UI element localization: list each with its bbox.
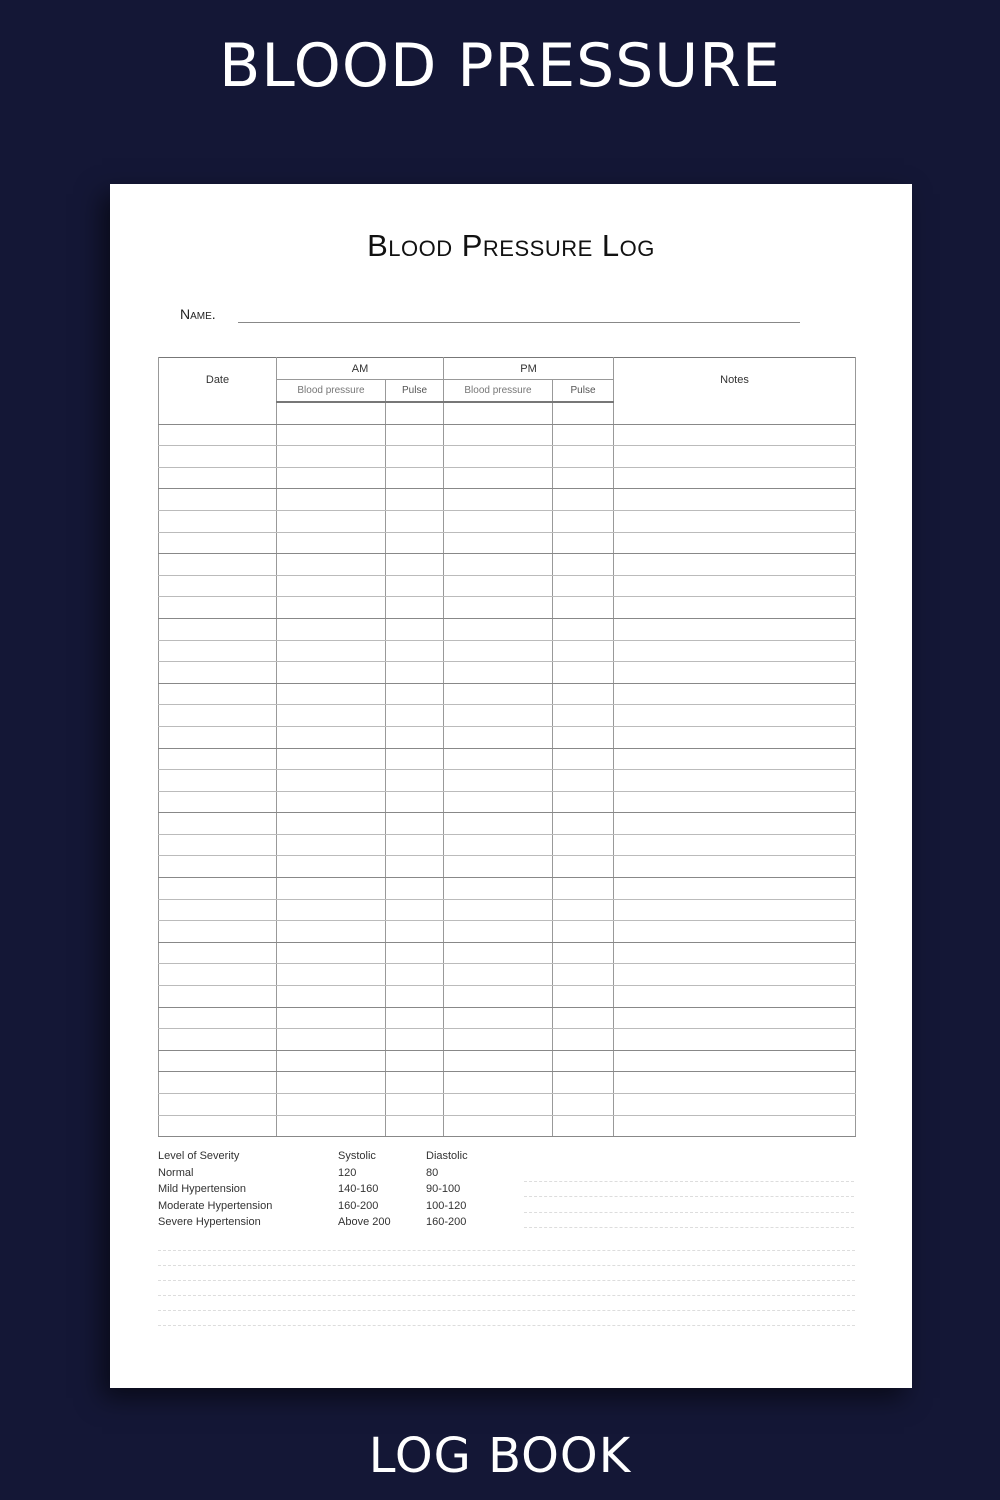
diastolic-value: 160-200 [426, 1216, 467, 1228]
pm-blood-pressure-cell[interactable] [444, 791, 553, 813]
pm-blood-pressure-cell[interactable] [444, 813, 553, 835]
bottom-dotted-lines [158, 1236, 855, 1326]
notes-cell[interactable] [614, 510, 856, 532]
am-blood-pressure-cell[interactable] [277, 791, 386, 813]
notes-cell[interactable] [614, 1007, 856, 1029]
notes-cell[interactable] [614, 640, 856, 662]
pm-blood-pressure-cell[interactable] [444, 1007, 553, 1029]
am-pulse-cell[interactable] [386, 510, 444, 532]
date-cell[interactable] [159, 878, 277, 900]
cover-title: BLOOD PRESSURE [219, 31, 781, 101]
am-blood-pressure-cell[interactable] [277, 1029, 386, 1051]
log-row [159, 834, 856, 856]
log-row [159, 726, 856, 748]
log-row [159, 1007, 856, 1029]
am-blood-pressure-cell[interactable] [277, 402, 386, 424]
am-blood-pressure-cell[interactable] [277, 748, 386, 770]
am-pulse-cell[interactable] [386, 1029, 444, 1051]
date-cell[interactable] [159, 705, 277, 727]
pm-blood-pressure-cell[interactable] [444, 683, 553, 705]
dotted-line [158, 1251, 855, 1266]
notes-cell[interactable] [614, 1029, 856, 1051]
dotted-line [524, 1182, 854, 1198]
date-cell[interactable] [159, 899, 277, 921]
severity-level: Normal [158, 1166, 194, 1179]
am-pulse-cell[interactable] [386, 618, 444, 640]
pm-pulse-cell[interactable] [553, 791, 614, 813]
am-pulse-cell[interactable] [386, 834, 444, 856]
pm-pulse-cell[interactable] [553, 834, 614, 856]
am-pulse-cell[interactable] [386, 942, 444, 964]
log-row [159, 554, 856, 576]
date-cell[interactable] [159, 834, 277, 856]
severity-level: Moderate Hypertension [158, 1199, 273, 1212]
notes-header: Notes [614, 358, 856, 403]
notes-cell[interactable] [614, 1115, 856, 1137]
systolic-header: Systolic [338, 1150, 376, 1162]
am-header: AM [277, 358, 444, 380]
am-blood-pressure-cell[interactable] [277, 424, 386, 446]
pm-blood-pressure-cell[interactable] [444, 640, 553, 662]
date-cell[interactable] [159, 532, 277, 554]
am-pulse-cell[interactable] [386, 597, 444, 619]
notes-cell[interactable] [614, 424, 856, 446]
date-cell[interactable] [159, 748, 277, 770]
date-cell[interactable] [159, 856, 277, 878]
am-blood-pressure-cell[interactable] [277, 856, 386, 878]
date-cell[interactable] [159, 1050, 277, 1072]
am-pulse-cell[interactable] [386, 467, 444, 489]
date-cell[interactable] [159, 554, 277, 576]
am-blood-pressure-cell[interactable] [277, 878, 386, 900]
am-blood-pressure-cell[interactable] [277, 813, 386, 835]
am-pulse-cell[interactable] [386, 446, 444, 468]
am-blood-pressure-header: Blood pressure [277, 380, 386, 403]
dotted-line [158, 1296, 855, 1311]
log-row [159, 640, 856, 662]
am-pulse-cell[interactable] [386, 726, 444, 748]
date-cell[interactable] [159, 683, 277, 705]
pm-blood-pressure-cell[interactable] [444, 446, 553, 468]
log-table [158, 357, 856, 1137]
pm-blood-pressure-cell[interactable] [444, 834, 553, 856]
am-pulse-cell[interactable] [386, 899, 444, 921]
am-blood-pressure-cell[interactable] [277, 986, 386, 1008]
date-cell[interactable] [159, 791, 277, 813]
pm-pulse-cell[interactable] [553, 1115, 614, 1137]
pm-pulse-cell[interactable] [553, 424, 614, 446]
pm-pulse-cell[interactable] [553, 575, 614, 597]
pm-pulse-cell[interactable] [553, 532, 614, 554]
systolic-value: Above 200 [338, 1216, 391, 1228]
dotted-line [158, 1311, 855, 1326]
date-cell[interactable] [159, 1007, 277, 1029]
am-pulse-cell[interactable] [386, 878, 444, 900]
pm-blood-pressure-cell[interactable] [444, 575, 553, 597]
log-row [159, 467, 856, 489]
systolic-value: 160-200 [338, 1199, 379, 1212]
log-row [159, 402, 856, 424]
notes-cell[interactable] [614, 597, 856, 619]
notes-cell[interactable] [614, 532, 856, 554]
log-row [159, 705, 856, 727]
am-blood-pressure-cell[interactable] [277, 942, 386, 964]
systolic-value: 120 [338, 1166, 357, 1179]
date-cell[interactable] [159, 813, 277, 835]
notes-cell[interactable] [614, 662, 856, 684]
log-row [159, 446, 856, 468]
am-pulse-cell[interactable] [386, 770, 444, 792]
log-row [159, 532, 856, 554]
pm-pulse-cell[interactable] [553, 942, 614, 964]
log-row [159, 878, 856, 900]
pm-blood-pressure-cell[interactable] [444, 662, 553, 684]
notes-cell[interactable] [614, 1072, 856, 1094]
pm-blood-pressure-cell[interactable] [444, 1072, 553, 1094]
pm-pulse-cell[interactable] [553, 489, 614, 511]
am-blood-pressure-cell[interactable] [277, 640, 386, 662]
date-cell[interactable] [159, 446, 277, 468]
am-pulse-cell[interactable] [386, 662, 444, 684]
date-cell[interactable] [159, 942, 277, 964]
systolic-value: 140-160 [338, 1183, 379, 1195]
pm-blood-pressure-cell[interactable] [444, 1029, 553, 1051]
notes-cell[interactable] [614, 726, 856, 748]
am-blood-pressure-cell[interactable] [277, 1050, 386, 1072]
am-pulse-cell[interactable] [386, 1050, 444, 1072]
pm-pulse-cell[interactable] [553, 770, 614, 792]
date-cell[interactable] [159, 1029, 277, 1051]
am-pulse-cell[interactable] [386, 683, 444, 705]
date-cell[interactable] [159, 726, 277, 748]
am-pulse-cell[interactable] [386, 554, 444, 576]
am-blood-pressure-cell[interactable] [277, 899, 386, 921]
pm-blood-pressure-cell[interactable] [444, 986, 553, 1008]
pm-blood-pressure-cell[interactable] [444, 770, 553, 792]
am-blood-pressure-cell[interactable] [277, 1072, 386, 1094]
log-sheet [110, 184, 912, 1388]
log-row [159, 986, 856, 1008]
am-blood-pressure-cell[interactable] [277, 618, 386, 640]
dotted-line [524, 1166, 854, 1182]
date-cell[interactable] [159, 1094, 277, 1116]
am-pulse-cell[interactable] [386, 856, 444, 878]
log-row [159, 1050, 856, 1072]
notes-cell[interactable] [614, 489, 856, 511]
pm-blood-pressure-cell[interactable] [444, 489, 553, 511]
am-pulse-cell[interactable] [386, 813, 444, 835]
notes-cell[interactable] [614, 446, 856, 468]
pm-pulse-cell[interactable] [553, 1029, 614, 1051]
pm-blood-pressure-cell[interactable] [444, 467, 553, 489]
am-pulse-cell[interactable] [386, 705, 444, 727]
name-field-line[interactable] [238, 322, 800, 323]
diastolic-value: 90-100 [426, 1183, 461, 1195]
date-cell[interactable] [159, 1072, 277, 1094]
pm-pulse-cell[interactable] [553, 402, 614, 424]
pm-pulse-cell[interactable] [553, 748, 614, 770]
pm-blood-pressure-cell[interactable] [444, 1050, 553, 1072]
log-row [159, 964, 856, 986]
pm-pulse-cell[interactable] [553, 986, 614, 1008]
diastolic-value: 100-120 [426, 1199, 467, 1212]
date-cell[interactable] [159, 1115, 277, 1137]
pm-blood-pressure-cell[interactable] [444, 510, 553, 532]
pm-blood-pressure-cell[interactable] [444, 899, 553, 921]
pm-pulse-cell[interactable] [553, 640, 614, 662]
dotted-line [158, 1281, 855, 1296]
pm-pulse-cell[interactable] [553, 921, 614, 943]
dotted-line [158, 1266, 855, 1281]
pm-pulse-cell[interactable] [553, 510, 614, 532]
am-pulse-cell[interactable] [386, 986, 444, 1008]
pm-blood-pressure-cell[interactable] [444, 424, 553, 446]
am-blood-pressure-cell[interactable] [277, 597, 386, 619]
date-cell[interactable] [159, 489, 277, 511]
log-row [159, 597, 856, 619]
am-blood-pressure-cell[interactable] [277, 1115, 386, 1137]
pm-pulse-cell[interactable] [553, 1050, 614, 1072]
log-row [159, 813, 856, 835]
am-pulse-cell[interactable] [386, 1072, 444, 1094]
date-cell[interactable] [159, 964, 277, 986]
pm-pulse-cell[interactable] [553, 683, 614, 705]
am-pulse-cell[interactable] [386, 791, 444, 813]
date-cell[interactable] [159, 510, 277, 532]
pm-pulse-cell[interactable] [553, 597, 614, 619]
date-cell[interactable] [159, 402, 277, 424]
log-row [159, 489, 856, 511]
dotted-line [524, 1213, 854, 1229]
pm-blood-pressure-cell[interactable] [444, 402, 553, 424]
pm-pulse-cell[interactable] [553, 899, 614, 921]
log-row [159, 1029, 856, 1051]
am-blood-pressure-cell[interactable] [277, 489, 386, 511]
pm-pulse-cell[interactable] [553, 554, 614, 576]
log-row [159, 1072, 856, 1094]
pm-blood-pressure-cell[interactable] [444, 618, 553, 640]
notes-cell[interactable] [614, 899, 856, 921]
dotted-line [524, 1197, 854, 1213]
pm-blood-pressure-cell[interactable] [444, 1094, 553, 1116]
pm-pulse-cell[interactable] [553, 1094, 614, 1116]
log-row [159, 748, 856, 770]
am-pulse-cell[interactable] [386, 921, 444, 943]
pm-pulse-cell[interactable] [553, 813, 614, 835]
severity-level: Mild Hypertension [158, 1183, 247, 1195]
am-pulse-cell[interactable] [386, 1115, 444, 1137]
notes-cell[interactable] [614, 834, 856, 856]
notes-cell[interactable] [614, 467, 856, 489]
diastolic-value: 80 [426, 1166, 439, 1179]
pm-pulse-cell[interactable] [553, 726, 614, 748]
log-row [159, 921, 856, 943]
log-row [159, 770, 856, 792]
notes-cell[interactable] [614, 1050, 856, 1072]
am-blood-pressure-cell[interactable] [277, 834, 386, 856]
date-cell[interactable] [159, 618, 277, 640]
log-row [159, 942, 856, 964]
date-cell[interactable] [159, 597, 277, 619]
log-row [159, 856, 856, 878]
am-pulse-cell[interactable] [386, 1094, 444, 1116]
pm-blood-pressure-cell[interactable] [444, 921, 553, 943]
cover-footer: LOG BOOK [368, 1428, 632, 1484]
log-row [159, 575, 856, 597]
am-blood-pressure-cell[interactable] [277, 532, 386, 554]
date-cell[interactable] [159, 921, 277, 943]
am-pulse-cell[interactable] [386, 1007, 444, 1029]
pm-pulse-cell[interactable] [553, 856, 614, 878]
pm-blood-pressure-cell[interactable] [444, 878, 553, 900]
am-pulse-cell[interactable] [386, 532, 444, 554]
log-row [159, 618, 856, 640]
severity-level: Severe Hypertension [158, 1216, 261, 1228]
notes-cell[interactable] [614, 402, 856, 424]
date-cell[interactable] [159, 986, 277, 1008]
notes-cell[interactable] [614, 878, 856, 900]
am-blood-pressure-cell[interactable] [277, 662, 386, 684]
date-cell[interactable] [159, 662, 277, 684]
notes-dotted-lines [524, 1166, 854, 1228]
pm-blood-pressure-header: Blood pressure [444, 380, 553, 403]
am-pulse-header: Pulse [386, 380, 444, 403]
notes-cell[interactable] [614, 554, 856, 576]
pm-pulse-cell[interactable] [553, 1007, 614, 1029]
notes-cell[interactable] [614, 921, 856, 943]
am-blood-pressure-cell[interactable] [277, 964, 386, 986]
log-table-body [159, 402, 856, 1137]
pm-pulse-cell[interactable] [553, 705, 614, 727]
pm-pulse-cell[interactable] [553, 467, 614, 489]
notes-cell[interactable] [614, 575, 856, 597]
log-row [159, 1115, 856, 1137]
log-row [159, 662, 856, 684]
am-blood-pressure-cell[interactable] [277, 770, 386, 792]
date-cell[interactable] [159, 424, 277, 446]
notes-cell[interactable] [614, 813, 856, 835]
date-cell[interactable] [159, 640, 277, 662]
pm-header: PM [444, 358, 614, 380]
date-header: Date [159, 358, 277, 403]
pm-blood-pressure-cell[interactable] [444, 964, 553, 986]
log-row [159, 683, 856, 705]
pm-blood-pressure-cell[interactable] [444, 532, 553, 554]
am-blood-pressure-cell[interactable] [277, 554, 386, 576]
am-pulse-cell[interactable] [386, 489, 444, 511]
dotted-line [158, 1236, 855, 1251]
notes-cell[interactable] [614, 942, 856, 964]
notes-cell[interactable] [614, 618, 856, 640]
pm-blood-pressure-cell[interactable] [444, 748, 553, 770]
log-row [159, 510, 856, 532]
am-blood-pressure-cell[interactable] [277, 1094, 386, 1116]
date-cell[interactable] [159, 770, 277, 792]
am-pulse-cell[interactable] [386, 575, 444, 597]
pm-blood-pressure-cell[interactable] [444, 705, 553, 727]
am-blood-pressure-cell[interactable] [277, 575, 386, 597]
pm-blood-pressure-cell[interactable] [444, 1115, 553, 1137]
date-cell[interactable] [159, 575, 277, 597]
pm-blood-pressure-cell[interactable] [444, 554, 553, 576]
log-row [159, 791, 856, 813]
date-cell[interactable] [159, 467, 277, 489]
am-pulse-cell[interactable] [386, 402, 444, 424]
pm-pulse-cell[interactable] [553, 446, 614, 468]
pm-pulse-cell[interactable] [553, 618, 614, 640]
pm-pulse-header: Pulse [553, 380, 614, 403]
notes-cell[interactable] [614, 1094, 856, 1116]
log-row [159, 899, 856, 921]
name-label: Name. [180, 306, 216, 322]
am-pulse-cell[interactable] [386, 640, 444, 662]
pm-pulse-cell[interactable] [553, 662, 614, 684]
log-row [159, 1094, 856, 1116]
severity-level-header: Level of Severity [158, 1150, 240, 1162]
am-blood-pressure-cell[interactable] [277, 683, 386, 705]
pm-pulse-cell[interactable] [553, 1072, 614, 1094]
notes-cell[interactable] [614, 791, 856, 813]
pm-blood-pressure-cell[interactable] [444, 597, 553, 619]
am-pulse-cell[interactable] [386, 424, 444, 446]
log-row [159, 424, 856, 446]
notes-cell[interactable] [614, 705, 856, 727]
pm-pulse-cell[interactable] [553, 964, 614, 986]
pm-blood-pressure-cell[interactable] [444, 942, 553, 964]
am-blood-pressure-cell[interactable] [277, 510, 386, 532]
notes-cell[interactable] [614, 770, 856, 792]
am-blood-pressure-cell[interactable] [277, 921, 386, 943]
am-pulse-cell[interactable] [386, 964, 444, 986]
notes-cell[interactable] [614, 856, 856, 878]
notes-cell[interactable] [614, 683, 856, 705]
am-pulse-cell[interactable] [386, 748, 444, 770]
am-blood-pressure-cell[interactable] [277, 1007, 386, 1029]
log-title: Blood Pressure Log [367, 228, 655, 263]
notes-cell[interactable] [614, 748, 856, 770]
am-blood-pressure-cell[interactable] [277, 446, 386, 468]
am-blood-pressure-cell[interactable] [277, 467, 386, 489]
pm-blood-pressure-cell[interactable] [444, 856, 553, 878]
am-blood-pressure-cell[interactable] [277, 705, 386, 727]
am-blood-pressure-cell[interactable] [277, 726, 386, 748]
pm-pulse-cell[interactable] [553, 878, 614, 900]
notes-cell[interactable] [614, 986, 856, 1008]
pm-blood-pressure-cell[interactable] [444, 726, 553, 748]
diastolic-header: Diastolic [426, 1150, 468, 1162]
notes-cell[interactable] [614, 964, 856, 986]
